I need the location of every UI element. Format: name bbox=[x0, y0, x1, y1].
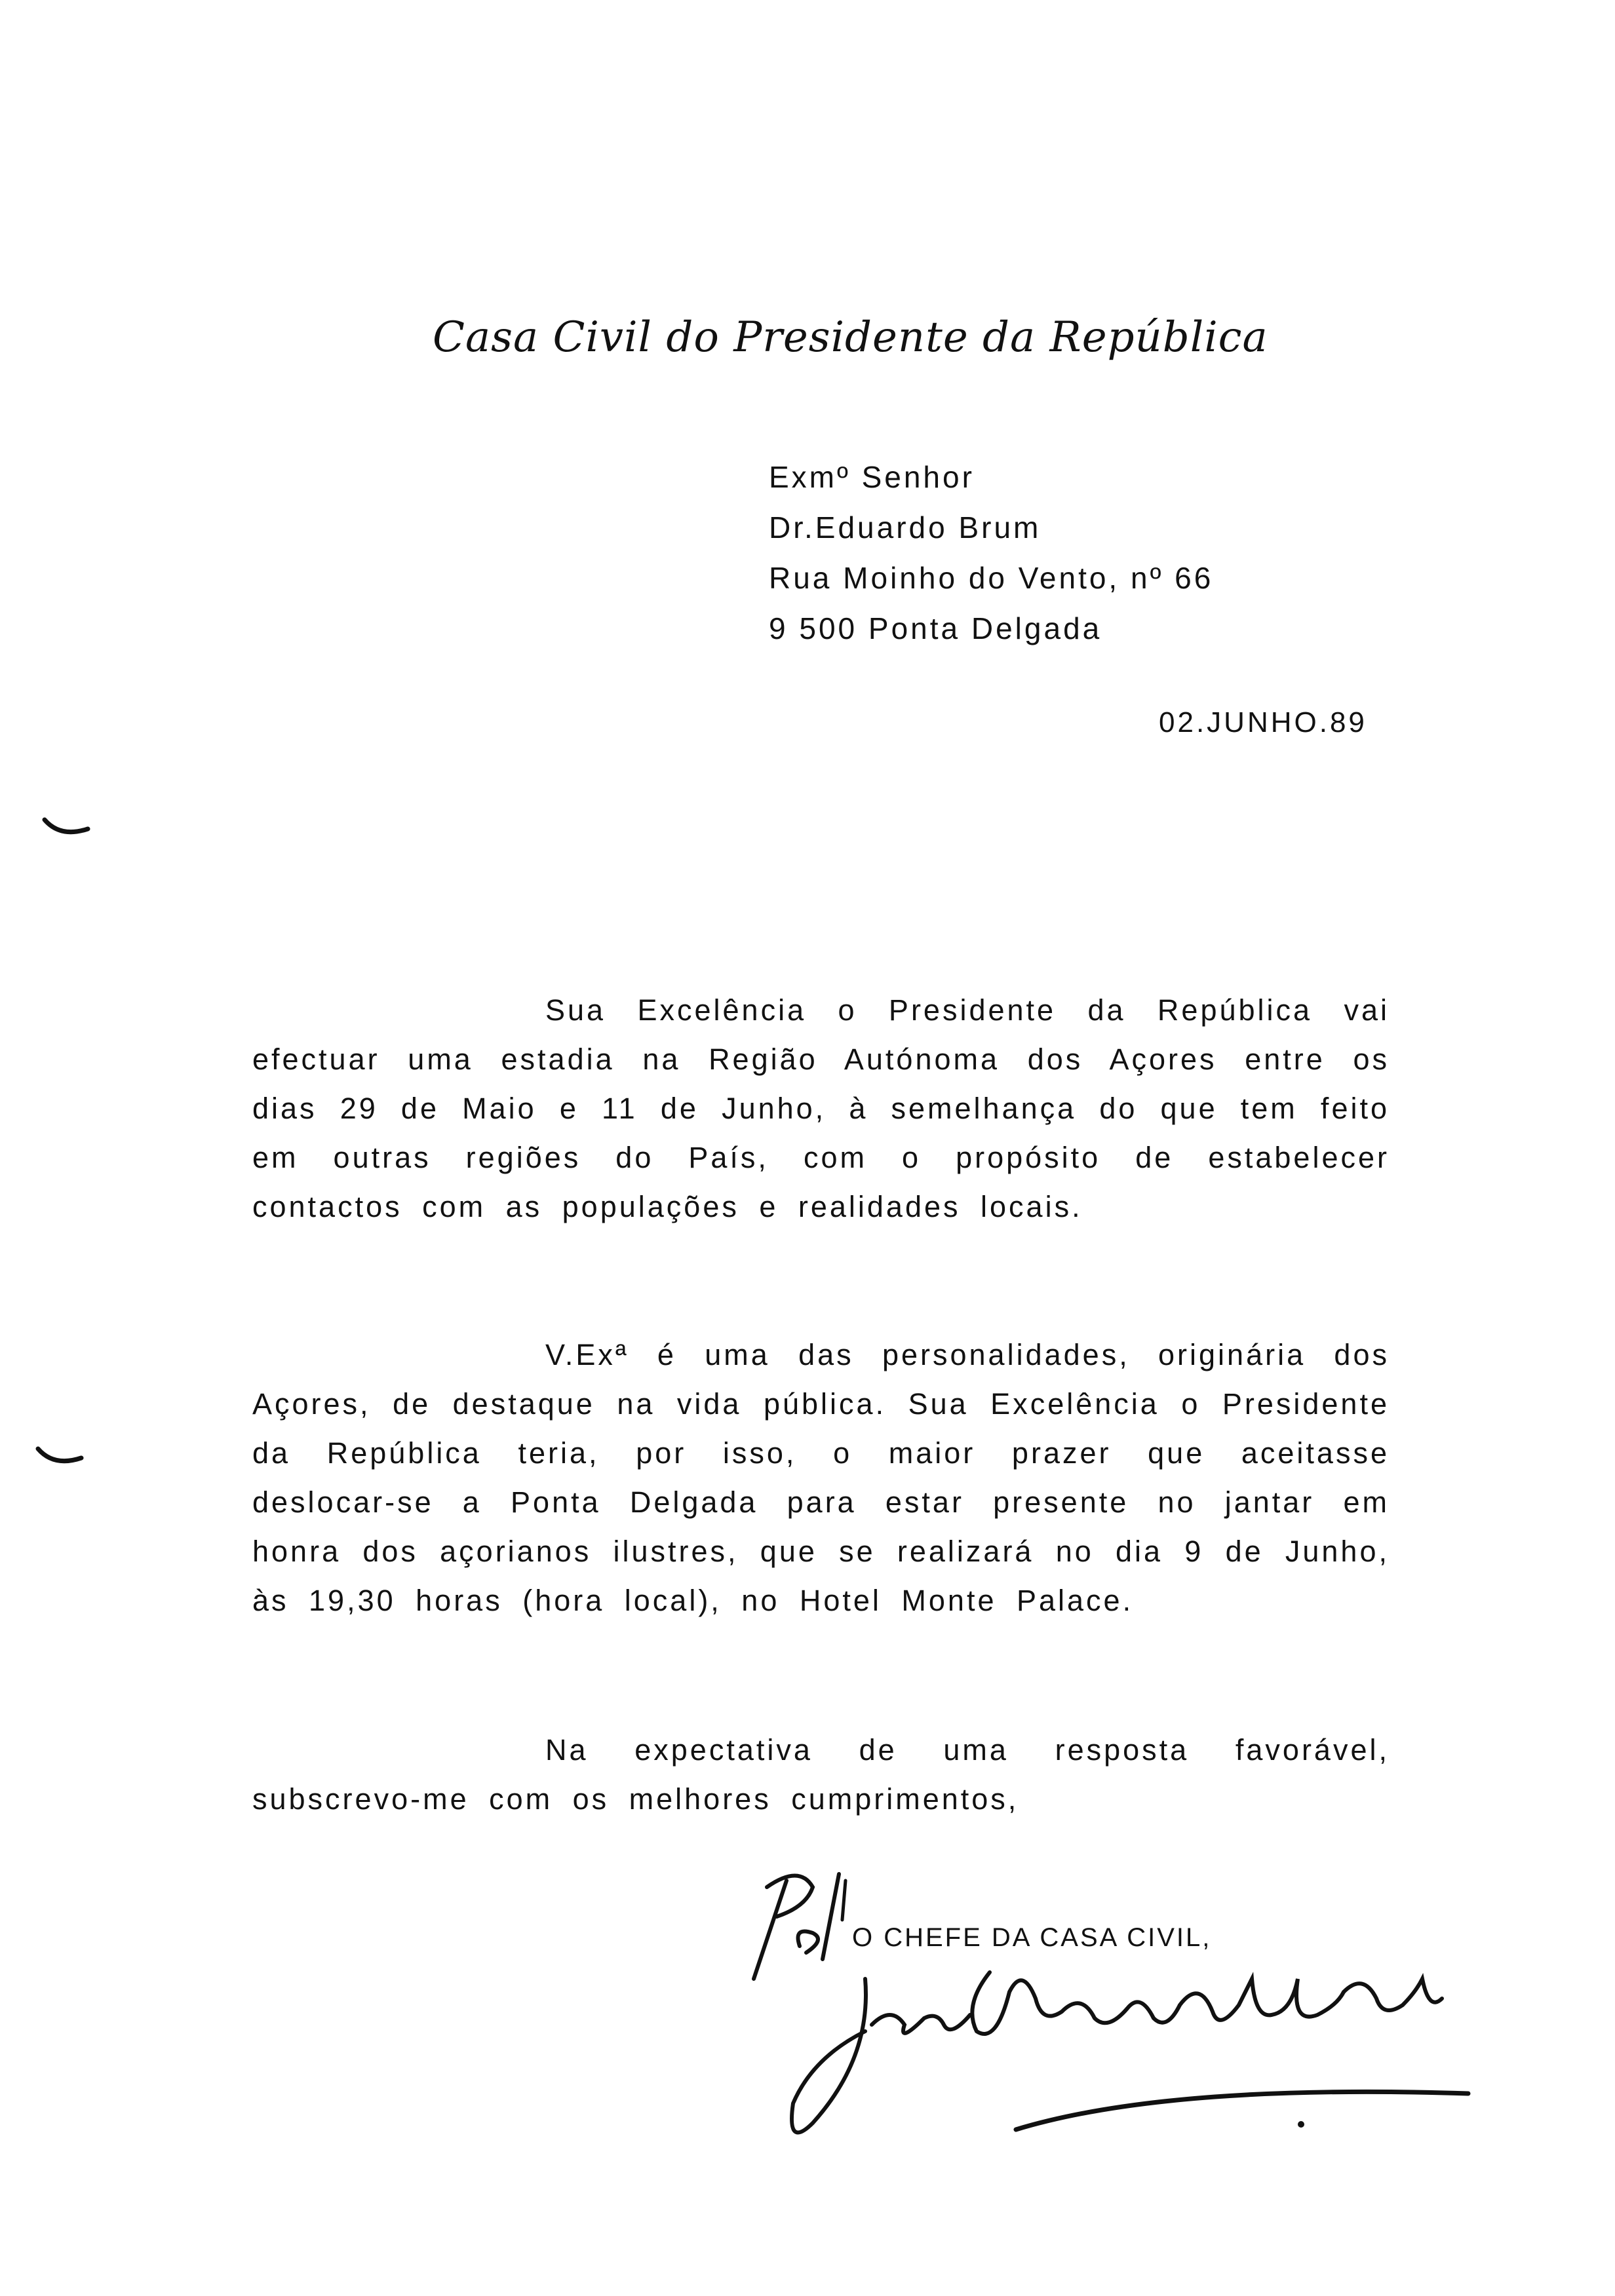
paragraph-text: Na expectativa de uma resposta favorável, subscrevo-me com os melhores cumprimentos, bbox=[252, 1733, 1390, 1816]
recipient-name: Dr.Eduardo Brum bbox=[769, 510, 1041, 545]
recipient-salutation: Exmº Senhor bbox=[769, 460, 975, 494]
margin-mark-icon bbox=[34, 1445, 87, 1471]
paragraph-text: Sua Excelência o Presidente da República vai efectuar uma estadia na Região Autónoma dos Açores entre os dias 29 de Maio e 11 de Junho, à semelhança do que tem feito em outras regiões do País, com o propósito de estabelecer contactos com as populações e realidades locais. bbox=[252, 993, 1390, 1223]
recipient-address bbox=[769, 452, 1213, 654]
letter-date: 02.JUNHO.89 bbox=[1159, 706, 1367, 738]
letterhead: Casa Civil do Presidente da República bbox=[433, 313, 1268, 362]
recipient-street: Rua Moinho do Vento, nº 66 bbox=[769, 561, 1214, 595]
body-paragraph-1 bbox=[252, 985, 1390, 1231]
recipient-city: 9 500 Ponta Delgada bbox=[769, 611, 1102, 645]
body-paragraph-3 bbox=[252, 1725, 1390, 1824]
signature-title: O CHEFE DA CASA CIVIL, bbox=[852, 1923, 1212, 1952]
body-paragraph-2 bbox=[252, 1330, 1390, 1625]
margin-mark-icon bbox=[41, 816, 93, 842]
paragraph-text: V.Exª é uma das personalidades, originária dos Açores, de destaque na vida pública. Sua Excelência o Presidente da República teria, por isso, o maior prazer que aceitasse deslocar-se a Ponta Delgada para estar presente no jantar em honra dos açorianos ilustres, que se realizará no dia 9 de Junho, às 19,30 horas (hora local), no Hotel Monte Palace. bbox=[252, 1338, 1390, 1617]
signature-icon bbox=[773, 1953, 1494, 2149]
